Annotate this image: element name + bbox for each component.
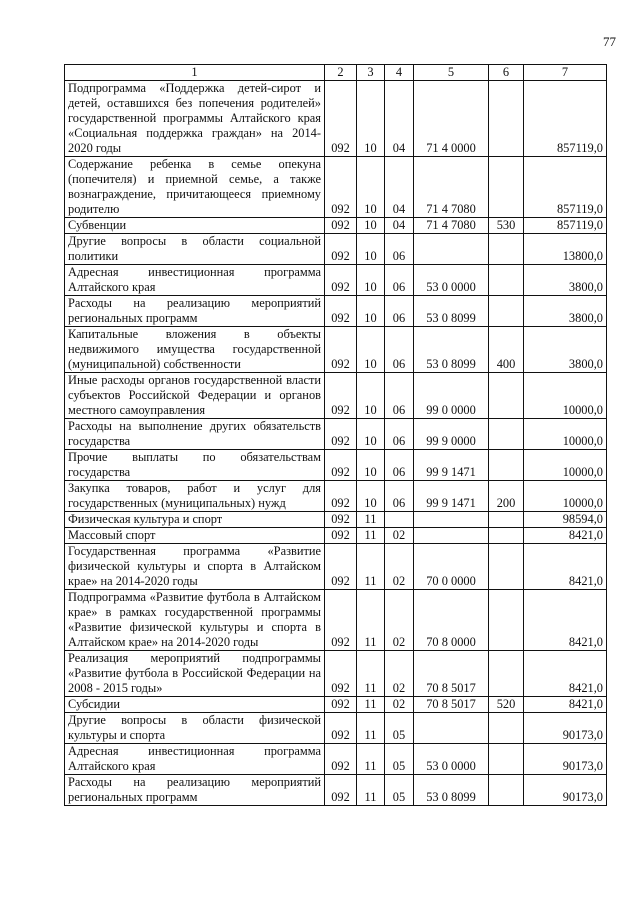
row-sum: 3800,0 xyxy=(524,265,607,296)
row-rz: 10 xyxy=(357,481,385,512)
row-csr xyxy=(414,234,489,265)
row-vr xyxy=(489,528,524,544)
row-pr: 04 xyxy=(385,81,414,157)
row-name: Иные расходы органов государственной власти субъектов Российской Федерации и органов местного самоуправления xyxy=(65,373,325,419)
row-rz: 11 xyxy=(357,651,385,697)
row-ved: 092 xyxy=(325,373,357,419)
row-vr: 400 xyxy=(489,327,524,373)
header-col-6: 6 xyxy=(489,65,524,81)
row-rz: 10 xyxy=(357,265,385,296)
header-col-3: 3 xyxy=(357,65,385,81)
row-vr xyxy=(489,544,524,590)
row-csr xyxy=(414,512,489,528)
row-sum: 857119,0 xyxy=(524,81,607,157)
table-row xyxy=(65,157,607,218)
table-row xyxy=(65,265,607,296)
row-name: Закупка товаров, работ и услуг для государственных (муниципальных) нужд xyxy=(65,481,325,512)
row-ved: 092 xyxy=(325,590,357,651)
row-vr: 520 xyxy=(489,697,524,713)
row-vr: 530 xyxy=(489,218,524,234)
row-rz: 11 xyxy=(357,528,385,544)
row-name: Адресная инвестиционная программа Алтайского края xyxy=(65,265,325,296)
row-sum: 13800,0 xyxy=(524,234,607,265)
row-sum: 98594,0 xyxy=(524,512,607,528)
row-pr: 04 xyxy=(385,157,414,218)
row-vr xyxy=(489,265,524,296)
row-ved: 092 xyxy=(325,157,357,218)
row-csr: 99 0 0000 xyxy=(414,373,489,419)
budget-table xyxy=(64,64,607,806)
row-csr: 99 9 1471 xyxy=(414,481,489,512)
row-sum: 10000,0 xyxy=(524,481,607,512)
row-rz: 11 xyxy=(357,512,385,528)
row-pr: 06 xyxy=(385,450,414,481)
row-rz: 10 xyxy=(357,218,385,234)
row-rz: 11 xyxy=(357,544,385,590)
row-vr xyxy=(489,651,524,697)
row-csr xyxy=(414,713,489,744)
table-row xyxy=(65,450,607,481)
row-ved: 092 xyxy=(325,296,357,327)
row-pr: 06 xyxy=(385,234,414,265)
row-csr: 70 0 0000 xyxy=(414,544,489,590)
row-name: Другие вопросы в области социальной политики xyxy=(65,234,325,265)
row-pr: 02 xyxy=(385,651,414,697)
row-pr: 06 xyxy=(385,327,414,373)
page-number: 77 xyxy=(603,34,616,49)
row-pr: 06 xyxy=(385,265,414,296)
row-vr xyxy=(489,744,524,775)
row-name: Массовый спорт xyxy=(65,528,325,544)
row-sum: 90173,0 xyxy=(524,775,607,806)
row-vr xyxy=(489,419,524,450)
row-ved: 092 xyxy=(325,234,357,265)
row-ved: 092 xyxy=(325,265,357,296)
row-sum: 3800,0 xyxy=(524,296,607,327)
header-col-7: 7 xyxy=(524,65,607,81)
table-row xyxy=(65,327,607,373)
header-col-4: 4 xyxy=(385,65,414,81)
table-row xyxy=(65,697,607,713)
row-rz: 10 xyxy=(357,419,385,450)
table-row xyxy=(65,528,607,544)
row-csr: 70 8 5017 xyxy=(414,697,489,713)
row-rz: 11 xyxy=(357,744,385,775)
row-pr: 06 xyxy=(385,373,414,419)
row-rz: 10 xyxy=(357,373,385,419)
row-csr: 71 4 0000 xyxy=(414,81,489,157)
row-rz: 11 xyxy=(357,713,385,744)
row-pr: 06 xyxy=(385,481,414,512)
row-pr: 05 xyxy=(385,744,414,775)
row-rz: 10 xyxy=(357,157,385,218)
row-vr xyxy=(489,590,524,651)
row-name: Реализация мероприятий подпрограммы «Развитие футбола в Российской Федерации на 2008 - 2015 годы» xyxy=(65,651,325,697)
row-csr: 53 0 8099 xyxy=(414,775,489,806)
row-sum: 10000,0 xyxy=(524,450,607,481)
row-pr: 02 xyxy=(385,590,414,651)
row-vr: 200 xyxy=(489,481,524,512)
table-row xyxy=(65,775,607,806)
row-rz: 10 xyxy=(357,81,385,157)
row-pr xyxy=(385,512,414,528)
row-vr xyxy=(489,450,524,481)
row-sum: 8421,0 xyxy=(524,697,607,713)
row-ved: 092 xyxy=(325,327,357,373)
row-ved: 092 xyxy=(325,713,357,744)
row-csr: 70 8 5017 xyxy=(414,651,489,697)
row-vr xyxy=(489,373,524,419)
row-name: Прочие выплаты по обязательствам государства xyxy=(65,450,325,481)
row-ved: 092 xyxy=(325,450,357,481)
row-vr xyxy=(489,157,524,218)
row-pr: 06 xyxy=(385,296,414,327)
table-row xyxy=(65,544,607,590)
row-rz: 10 xyxy=(357,296,385,327)
header-col-2: 2 xyxy=(325,65,357,81)
row-csr: 71 4 7080 xyxy=(414,218,489,234)
row-vr xyxy=(489,81,524,157)
row-rz: 11 xyxy=(357,697,385,713)
row-sum: 8421,0 xyxy=(524,590,607,651)
row-csr: 70 8 0000 xyxy=(414,590,489,651)
row-ved: 092 xyxy=(325,528,357,544)
row-ved: 092 xyxy=(325,544,357,590)
row-name: Расходы на реализацию мероприятий региональных программ xyxy=(65,296,325,327)
row-sum: 10000,0 xyxy=(524,419,607,450)
table-row xyxy=(65,373,607,419)
table-row xyxy=(65,234,607,265)
table-row xyxy=(65,713,607,744)
row-name: Подпрограмма «Развитие футбола в Алтайском крае» в рамках государственной программы «Развитие физической культуры и спорта в Алтайском крае» на 2014-2020 годы xyxy=(65,590,325,651)
row-sum: 10000,0 xyxy=(524,373,607,419)
row-pr: 02 xyxy=(385,528,414,544)
row-name: Капитальные вложения в объекты недвижимого имущества государственной (муниципальной) собственности xyxy=(65,327,325,373)
row-name: Физическая культура и спорт xyxy=(65,512,325,528)
row-pr: 06 xyxy=(385,419,414,450)
row-ved: 092 xyxy=(325,651,357,697)
table-row xyxy=(65,512,607,528)
row-ved: 092 xyxy=(325,512,357,528)
row-csr: 53 0 0000 xyxy=(414,265,489,296)
row-csr: 53 0 8099 xyxy=(414,327,489,373)
row-vr xyxy=(489,512,524,528)
table-row xyxy=(65,651,607,697)
row-vr xyxy=(489,713,524,744)
row-sum: 857119,0 xyxy=(524,157,607,218)
row-vr xyxy=(489,234,524,265)
table-row xyxy=(65,481,607,512)
row-name: Субсидии xyxy=(65,697,325,713)
row-csr: 99 9 0000 xyxy=(414,419,489,450)
row-rz: 10 xyxy=(357,327,385,373)
row-rz: 10 xyxy=(357,450,385,481)
header-col-1: 1 xyxy=(65,65,325,81)
row-csr: 53 0 8099 xyxy=(414,296,489,327)
row-pr: 02 xyxy=(385,697,414,713)
row-csr: 53 0 0000 xyxy=(414,744,489,775)
row-csr xyxy=(414,528,489,544)
row-name: Адресная инвестиционная программа Алтайского края xyxy=(65,744,325,775)
row-rz: 11 xyxy=(357,590,385,651)
row-name: Расходы на реализацию мероприятий региональных программ xyxy=(65,775,325,806)
table-row xyxy=(65,744,607,775)
row-pr: 04 xyxy=(385,218,414,234)
row-name: Государственная программа «Развитие физической культуры и спорта в Алтайском крае» на 2014-2020 годы xyxy=(65,544,325,590)
row-sum: 90173,0 xyxy=(524,713,607,744)
row-csr: 99 9 1471 xyxy=(414,450,489,481)
table-row xyxy=(65,296,607,327)
row-sum: 90173,0 xyxy=(524,744,607,775)
table-row xyxy=(65,81,607,157)
row-ved: 092 xyxy=(325,697,357,713)
row-ved: 092 xyxy=(325,481,357,512)
row-name: Субвенции xyxy=(65,218,325,234)
row-ved: 092 xyxy=(325,81,357,157)
row-csr: 71 4 7080 xyxy=(414,157,489,218)
row-pr: 05 xyxy=(385,713,414,744)
row-ved: 092 xyxy=(325,744,357,775)
row-sum: 8421,0 xyxy=(524,544,607,590)
row-name: Подпрограмма «Поддержка детей-сирот и детей, оставшихся без попечения родителей» государственной программы Алтайского края «Социальная поддержка граждан» на 2014-2020 годы xyxy=(65,81,325,157)
row-vr xyxy=(489,775,524,806)
row-name: Другие вопросы в области физической культуры и спорта xyxy=(65,713,325,744)
table-row xyxy=(65,590,607,651)
row-rz: 10 xyxy=(357,234,385,265)
row-ved: 092 xyxy=(325,419,357,450)
row-ved: 092 xyxy=(325,218,357,234)
table-row xyxy=(65,419,607,450)
row-sum: 3800,0 xyxy=(524,327,607,373)
table-row xyxy=(65,218,607,234)
row-pr: 05 xyxy=(385,775,414,806)
row-sum: 8421,0 xyxy=(524,651,607,697)
header-col-5: 5 xyxy=(414,65,489,81)
row-sum: 857119,0 xyxy=(524,218,607,234)
row-name: Содержание ребенка в семье опекуна (попечителя) и приемной семье, а также вознаграждение, причитающееся приемному родителю xyxy=(65,157,325,218)
row-rz: 11 xyxy=(357,775,385,806)
header-row xyxy=(65,65,607,81)
row-name: Расходы на выполнение других обязательств государства xyxy=(65,419,325,450)
row-vr xyxy=(489,296,524,327)
row-ved: 092 xyxy=(325,775,357,806)
row-pr: 02 xyxy=(385,544,414,590)
row-sum: 8421,0 xyxy=(524,528,607,544)
